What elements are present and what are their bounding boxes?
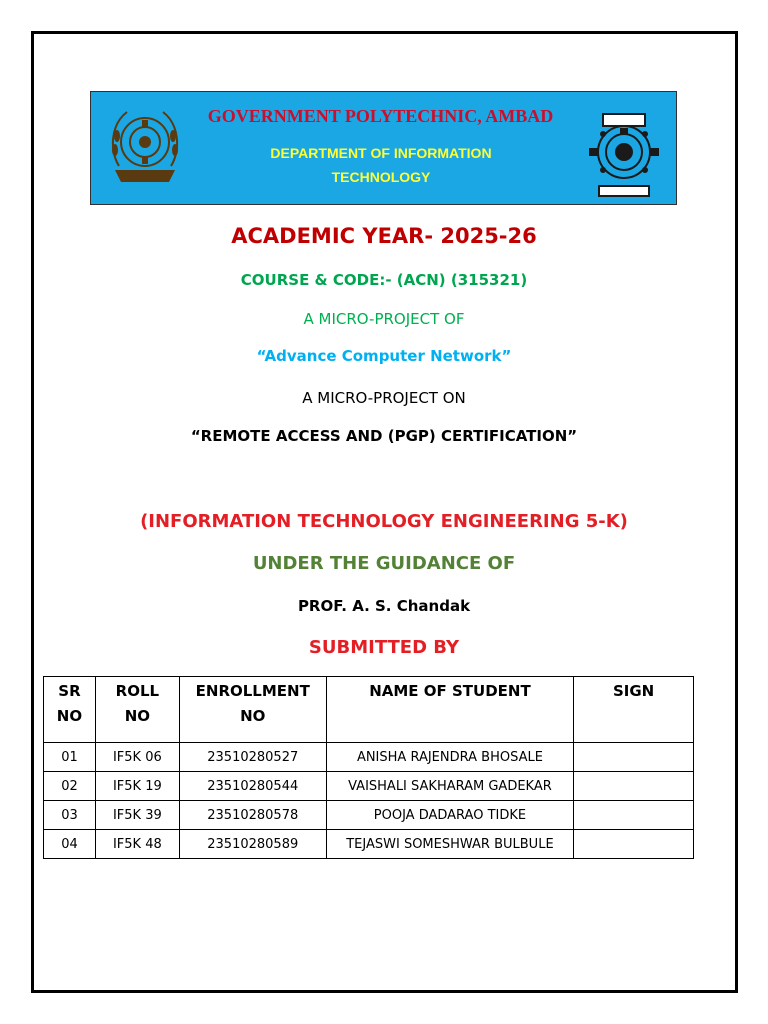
table-header-row (44, 677, 694, 743)
header-text: NO (124, 707, 151, 725)
sign-cell (574, 801, 694, 830)
header-text: SR (58, 682, 81, 700)
table-row (44, 772, 694, 801)
roll-no-cell: IF5K 48 (95, 830, 179, 859)
roll-no-cell: IF5K 19 (95, 772, 179, 801)
table-row (44, 743, 694, 772)
micro-project-of-label: A MICRO-PROJECT OF (303, 310, 465, 328)
header-text: NO (56, 707, 83, 725)
header-text: NO (240, 707, 266, 725)
student-name-cell: POOJA DADARAO TIDKE (326, 801, 574, 830)
header-enrollment-no (179, 677, 326, 743)
header-sign (574, 677, 694, 743)
project-topic: “REMOTE ACCESS AND (PGP) CERTIFICATION” (190, 427, 578, 445)
enrollment-cell: 23510280527 (179, 743, 326, 772)
institute-name: GOVERNMENT POLYTECHNIC, AMBAD (207, 106, 554, 126)
micro-project-on-label: A MICRO-PROJECT ON (302, 389, 466, 407)
header-text: NAME OF STUDENT (369, 682, 531, 700)
table-row (44, 801, 694, 830)
academic-year: ACADEMIC YEAR- 2025-26 (231, 224, 537, 248)
header-text: ROLL (115, 682, 160, 700)
sr-no-cell: 04 (44, 830, 96, 859)
sign-cell (574, 830, 694, 859)
course-code: COURSE & CODE:- (ACN) (315321) (240, 271, 528, 289)
polytechnic-emblem-icon (105, 100, 185, 196)
student-table (43, 676, 694, 859)
enrollment-cell: 23510280589 (179, 830, 326, 859)
header-roll-no (95, 677, 179, 743)
sign-cell (574, 772, 694, 801)
header-text: ENROLLMENT (195, 682, 310, 700)
header-student-name (326, 677, 574, 743)
guidance-heading: UNDER THE GUIDANCE OF (252, 553, 516, 574)
sr-no-cell: 02 (44, 772, 96, 801)
enrollment-cell: 23510280578 (179, 801, 326, 830)
table-row (44, 830, 694, 859)
student-name-cell: TEJASWI SOMESHWAR BULBULE (326, 830, 574, 859)
student-name-cell: VAISHALI SAKHARAM GADEKAR (326, 772, 574, 801)
enrollment-cell: 23510280544 (179, 772, 326, 801)
department-line-2: TECHNOLOGY (331, 169, 431, 185)
sr-no-cell: 01 (44, 743, 96, 772)
roll-no-cell: IF5K 06 (95, 743, 179, 772)
college-banner (90, 91, 677, 205)
sr-no-cell: 03 (44, 801, 96, 830)
msbte-seal-icon (581, 100, 667, 198)
header-sr-no (44, 677, 96, 743)
student-name-cell: ANISHA RAJENDRA BHOSALE (326, 743, 574, 772)
branch-name: (INFORMATION TECHNOLOGY ENGINEERING 5-K) (140, 511, 628, 532)
header-text: SIGN (612, 682, 655, 700)
submitted-by-heading: SUBMITTED BY (308, 637, 460, 658)
department-name (231, 141, 531, 189)
sign-cell (574, 743, 694, 772)
department-line-1: DEPARTMENT OF INFORMATION (270, 145, 492, 161)
guide-name: PROF. A. S. Chandak (297, 597, 471, 615)
roll-no-cell: IF5K 39 (95, 801, 179, 830)
subject-title: “Advance Computer Network” (256, 347, 512, 365)
